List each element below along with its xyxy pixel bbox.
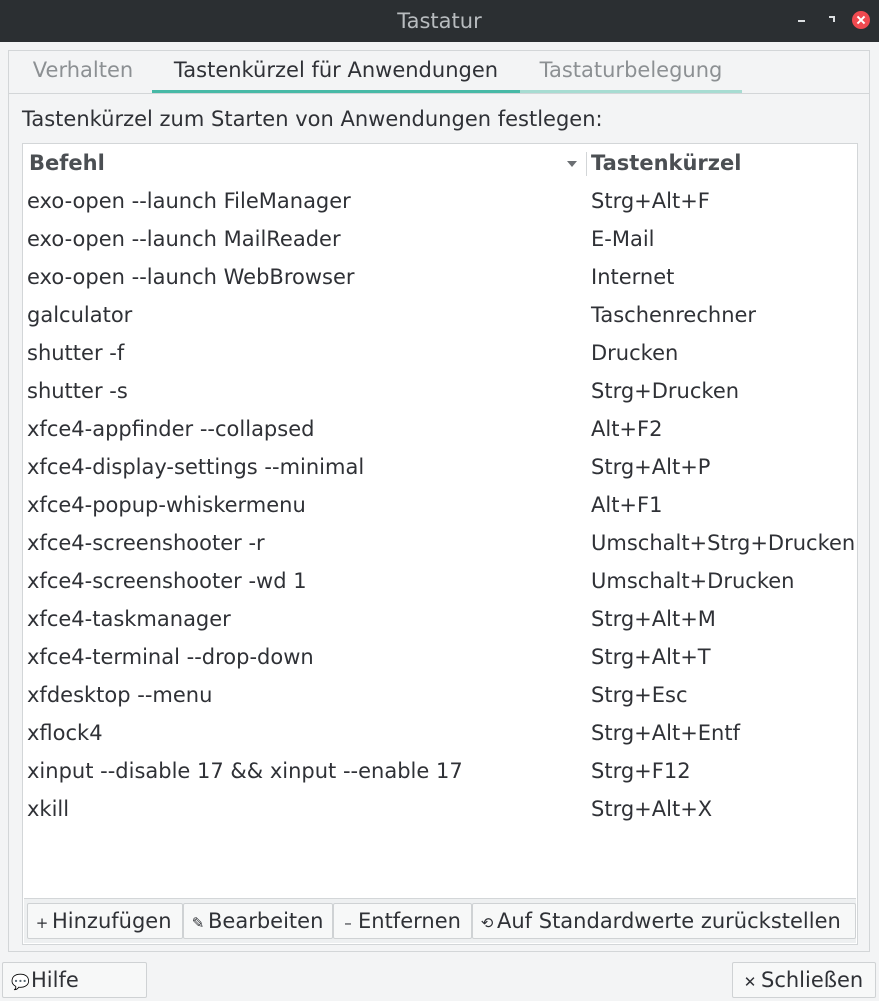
cell-shortcut[interactable]: Strg+F12 xyxy=(591,759,691,783)
close-icon: ✕ xyxy=(743,973,757,991)
titlebar xyxy=(0,0,879,42)
table-row[interactable] xyxy=(23,790,857,828)
cell-command[interactable]: xfce4-terminal --drop-down xyxy=(27,645,314,669)
cell-command[interactable]: xfce4-taskmanager xyxy=(27,607,231,631)
cell-command[interactable]: exo-open --launch WebBrowser xyxy=(27,265,355,289)
edit-button[interactable] xyxy=(183,903,333,939)
add-button-label: Hinzufügen xyxy=(52,909,172,933)
table-row[interactable] xyxy=(23,752,857,790)
cell-shortcut[interactable]: Strg+Drucken xyxy=(591,379,740,403)
cell-shortcut[interactable]: Umschalt+Strg+Drucken xyxy=(591,531,856,555)
table-row[interactable] xyxy=(23,714,857,752)
cell-shortcut[interactable]: Alt+F1 xyxy=(591,493,663,517)
cell-command[interactable]: xfce4-popup-whiskermenu xyxy=(27,493,306,517)
cell-shortcut[interactable]: E-Mail xyxy=(591,227,655,251)
table-row[interactable] xyxy=(23,182,857,220)
cell-shortcut[interactable]: Strg+Alt+P xyxy=(591,455,711,479)
cell-command[interactable]: shutter -s xyxy=(27,379,128,403)
column-separator[interactable] xyxy=(586,152,587,176)
tab-tastaturbelegung[interactable]: Tastaturbelegung xyxy=(520,51,742,93)
help-button[interactable] xyxy=(2,962,147,998)
pencil-icon: ✎ xyxy=(191,914,205,932)
instruction-label: Tastenkürzel zum Starten von Anwendungen festlegen: xyxy=(22,107,603,131)
cell-command[interactable]: xfdesktop --menu xyxy=(27,683,213,707)
cell-command[interactable]: xfce4-screenshooter -wd 1 xyxy=(27,569,307,593)
minus-icon: – xyxy=(344,914,352,932)
table-header xyxy=(23,144,857,182)
table-row[interactable] xyxy=(23,372,857,410)
cell-command[interactable]: xfce4-appfinder --collapsed xyxy=(27,417,315,441)
help-icon: 💬 xyxy=(11,973,30,991)
sort-descending-icon[interactable] xyxy=(567,161,577,167)
table-body xyxy=(23,182,857,828)
edit-button-label: Bearbeiten xyxy=(208,909,324,933)
cell-shortcut[interactable]: Umschalt+Drucken xyxy=(591,569,795,593)
table-row[interactable] xyxy=(23,410,857,448)
notebook xyxy=(8,50,870,952)
cell-shortcut[interactable]: Strg+Alt+T xyxy=(591,645,711,669)
table-row[interactable] xyxy=(23,524,857,562)
minimize-icon[interactable] xyxy=(792,10,812,30)
cell-shortcut[interactable]: Strg+Esc xyxy=(591,683,688,707)
cell-command[interactable]: galculator xyxy=(27,303,133,327)
cell-shortcut[interactable]: Alt+F2 xyxy=(591,417,663,441)
table-row[interactable] xyxy=(23,258,857,296)
cell-command[interactable]: shutter -f xyxy=(27,341,125,365)
table-row[interactable] xyxy=(23,448,857,486)
cell-shortcut[interactable]: Drucken xyxy=(591,341,679,365)
shortcut-table xyxy=(22,143,858,945)
table-row[interactable] xyxy=(23,220,857,258)
cell-command[interactable]: exo-open --launch FileManager xyxy=(27,189,351,213)
cell-shortcut[interactable]: Strg+Alt+M xyxy=(591,607,716,631)
table-row[interactable] xyxy=(23,676,857,714)
reset-icon: ⟲ xyxy=(480,914,494,932)
cell-shortcut[interactable]: Internet xyxy=(591,265,675,289)
table-row[interactable] xyxy=(23,486,857,524)
plus-icon: + xyxy=(35,914,49,932)
tab-tastenkuerzel[interactable]: Tastenkürzel für Anwendungen xyxy=(152,51,520,93)
cell-command[interactable]: xfce4-display-settings --minimal xyxy=(27,455,365,479)
add-button[interactable] xyxy=(27,903,183,939)
remove-button-label: Entfernen xyxy=(358,909,461,933)
table-row[interactable] xyxy=(23,296,857,334)
window-close-icon[interactable] xyxy=(852,11,870,29)
close-button[interactable] xyxy=(732,962,876,998)
table-row[interactable] xyxy=(23,638,857,676)
cell-command[interactable]: xfce4-screenshooter -r xyxy=(27,531,265,555)
cell-shortcut[interactable]: Strg+Alt+X xyxy=(591,797,713,821)
cell-shortcut[interactable]: Strg+Alt+F xyxy=(591,189,710,213)
reset-defaults-button[interactable] xyxy=(472,903,856,939)
cell-command[interactable]: xinput --disable 17 && xinput --enable 17 xyxy=(27,759,463,783)
reset-button-label: Auf Standardwerte zurückstellen xyxy=(497,909,841,933)
header-shortcut[interactable]: Tastenkürzel xyxy=(591,151,742,175)
window-title: Tastatur xyxy=(397,9,482,33)
table-row[interactable] xyxy=(23,562,857,600)
help-button-label: Hilfe xyxy=(31,968,79,992)
close-button-label: Schließen xyxy=(761,968,864,992)
tab-verhalten[interactable]: Verhalten xyxy=(32,58,134,82)
cell-shortcut[interactable]: Taschenrechner xyxy=(591,303,757,327)
header-command[interactable]: Befehl xyxy=(29,151,105,175)
cell-command[interactable]: xkill xyxy=(27,797,70,821)
remove-button[interactable] xyxy=(333,903,472,939)
table-row[interactable] xyxy=(23,334,857,372)
table-toolbar xyxy=(24,898,856,943)
table-row[interactable] xyxy=(23,600,857,638)
maximize-icon[interactable] xyxy=(822,10,842,30)
cell-shortcut[interactable]: Strg+Alt+Entf xyxy=(591,721,740,745)
cell-command[interactable]: xflock4 xyxy=(27,721,103,745)
cell-command[interactable]: exo-open --launch MailReader xyxy=(27,227,341,251)
tab-bar xyxy=(9,51,869,94)
